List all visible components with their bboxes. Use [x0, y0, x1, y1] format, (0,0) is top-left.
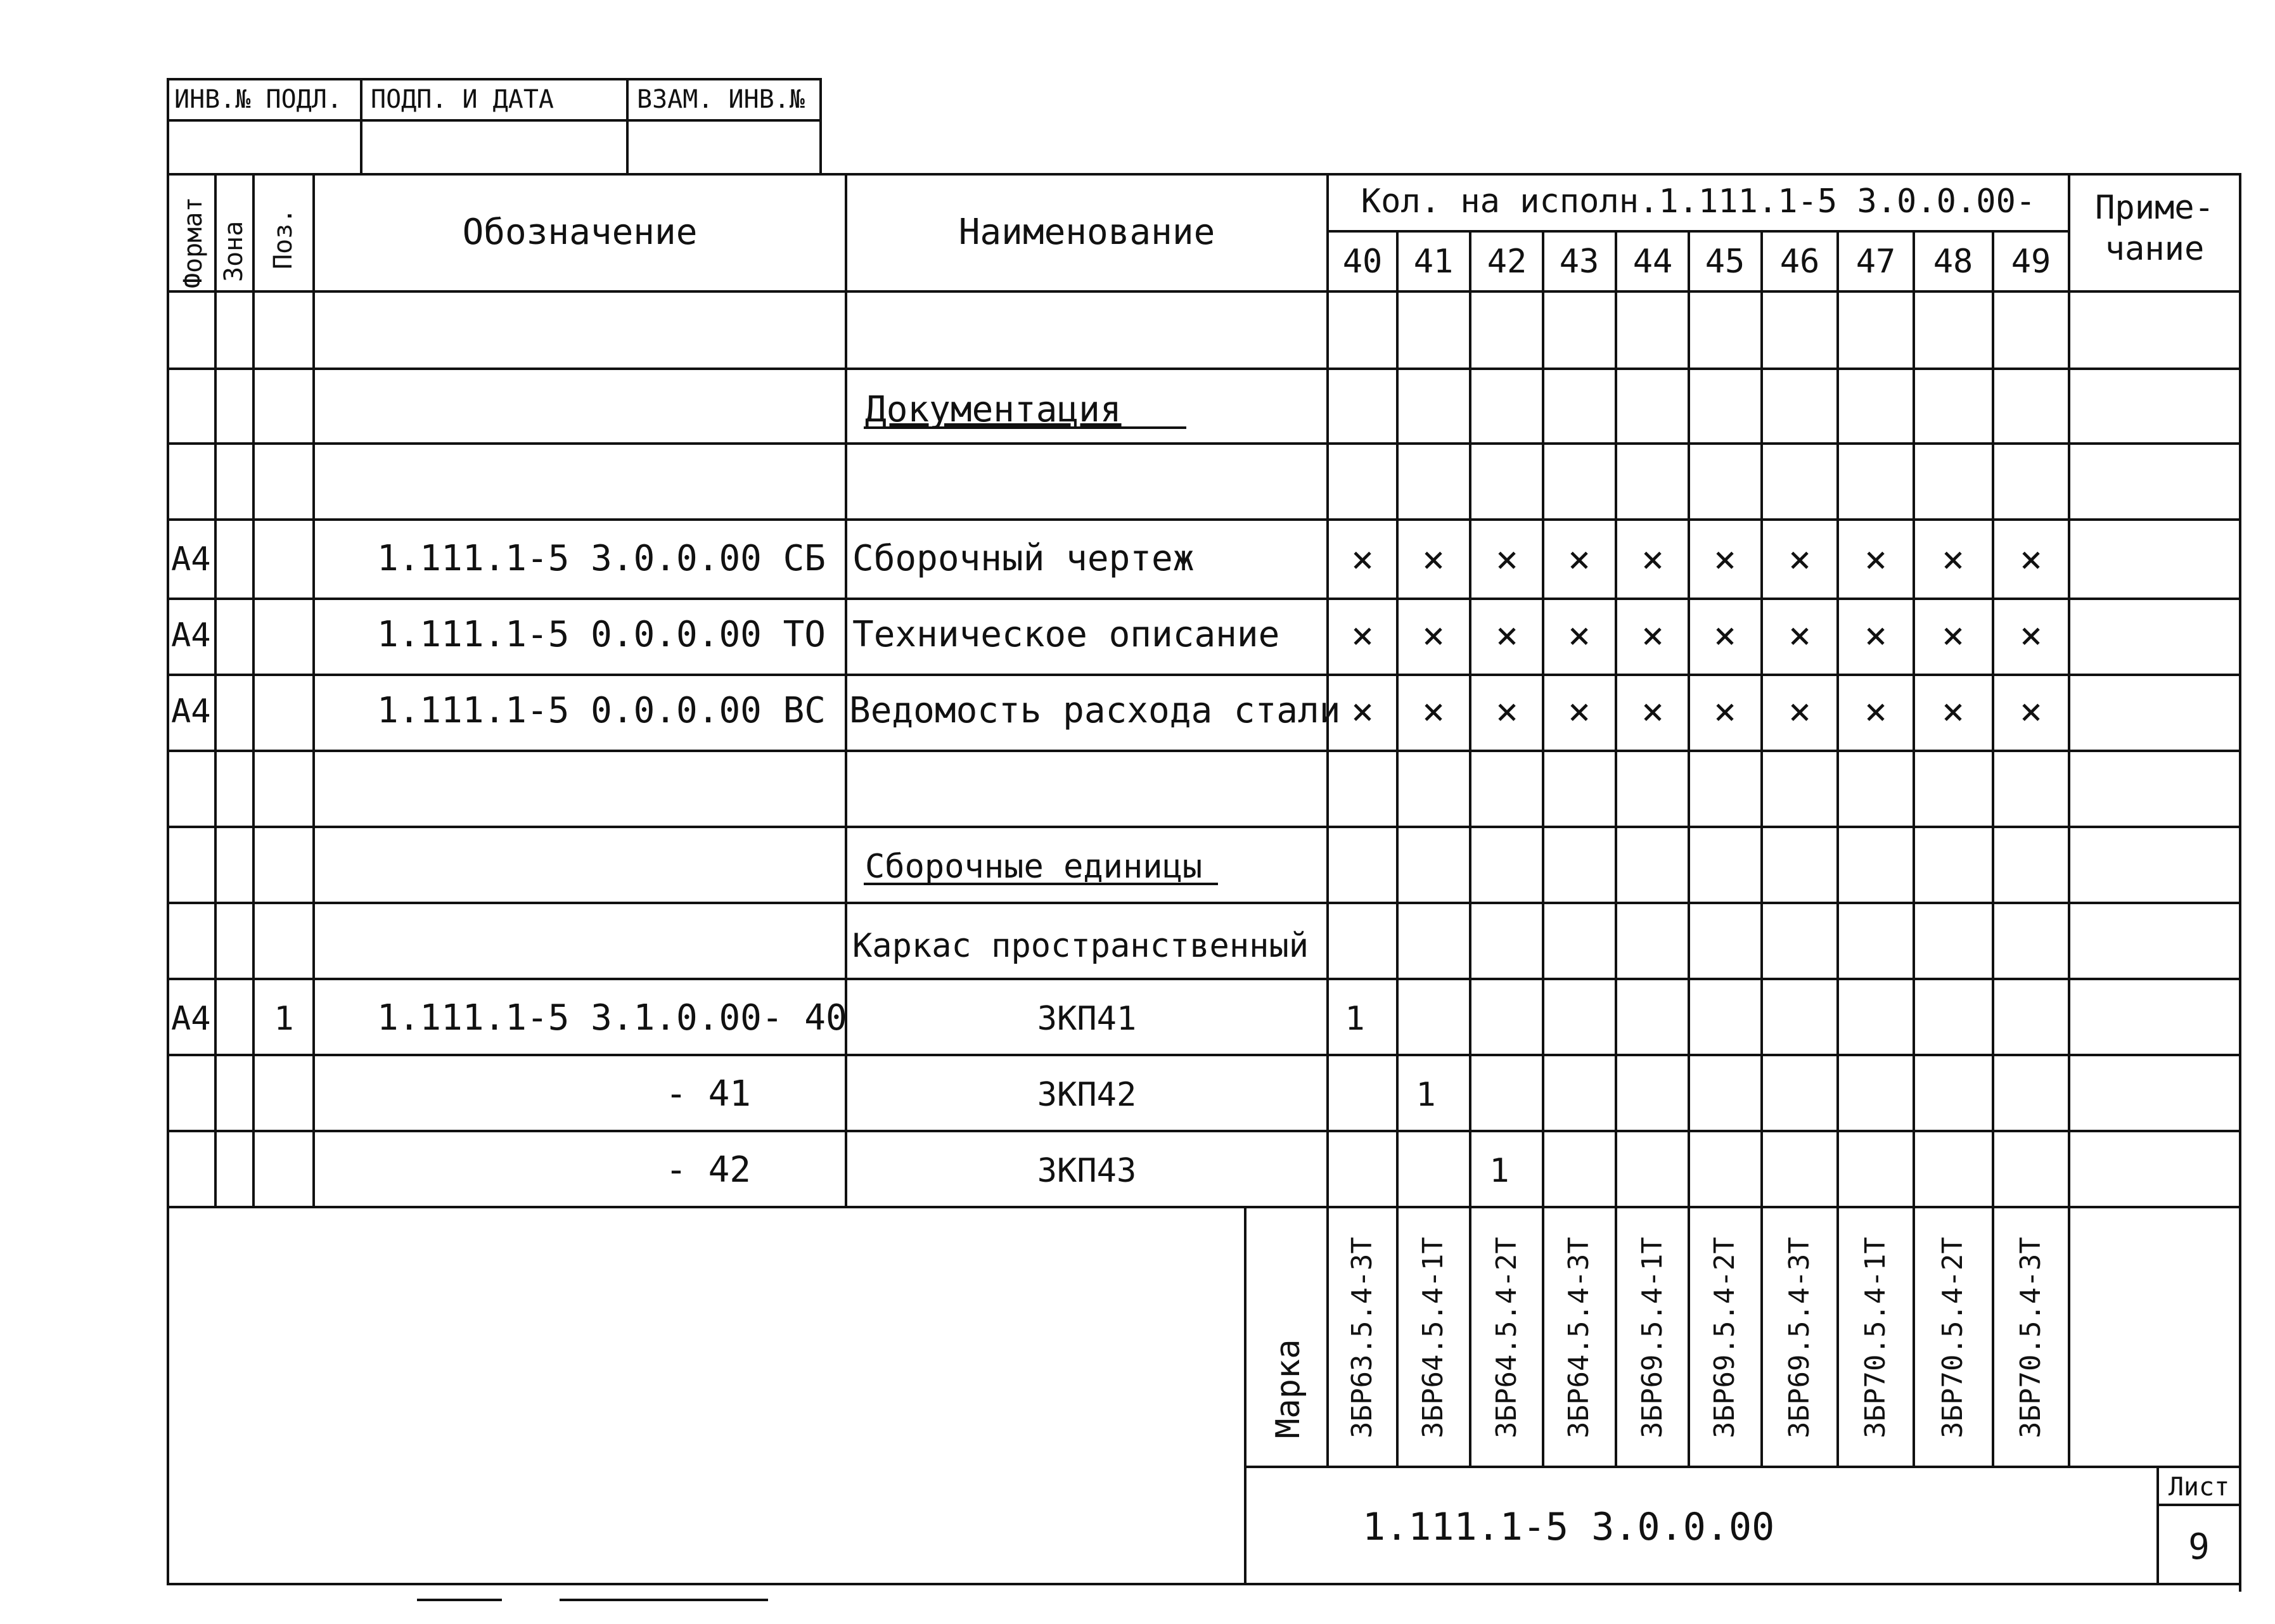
variant-header: 41 [1413, 243, 1454, 281]
header-naimenovanie: Наименование [958, 212, 1215, 253]
cross-mark: × [1641, 613, 1665, 658]
part-naimenovanie: 3КП42 [1037, 1076, 1137, 1114]
cross-mark: × [1864, 613, 1888, 658]
stamp-podp-data: ПОДП. И ДАТА [371, 85, 554, 114]
part-row [665, 1149, 1136, 1191]
variant-header: 42 [1487, 243, 1527, 281]
doc-row [171, 614, 1279, 655]
header-primechanie-1: Приме- [2095, 189, 2214, 227]
cross-mark: × [1350, 537, 1375, 582]
cross-mark: × [1713, 689, 1737, 734]
cross-mark: × [2019, 689, 2043, 734]
cross-mark: × [1421, 537, 1445, 582]
cross-mark: × [1941, 689, 1965, 734]
cross-marks [1351, 537, 2042, 734]
cross-mark: × [1495, 537, 1519, 582]
stamp-box [168, 79, 821, 174]
cross-mark: × [1567, 613, 1591, 658]
cross-mark: × [1421, 689, 1445, 734]
spec-table-grid [168, 174, 2240, 1590]
quantity-cell: 1 [1489, 1152, 1509, 1190]
row-oboznachenie: 1.111.1-5 0.0.0.00 ТО [377, 614, 826, 655]
doc-row [171, 690, 1340, 731]
cross-mark: × [1788, 537, 1812, 582]
row-format: А4 [171, 540, 211, 579]
row-format: А4 [171, 617, 211, 655]
marka-value: 3БР69.5.4-2Т [1708, 1237, 1741, 1438]
row-naimenovanie: Техническое описание [852, 614, 1280, 655]
header-primechanie-2: чание [2105, 230, 2205, 268]
marka-value: 3БР64.5.4-1Т [1417, 1237, 1449, 1438]
quantity-cell: 1 [1416, 1076, 1436, 1114]
doc-row [171, 538, 1194, 579]
variant-header: 40 [1342, 243, 1383, 281]
title-designation: 1.111.1-5 3.0.0.00 [1362, 1505, 1775, 1549]
marka-value: 3БР69.5.4-3Т [1783, 1237, 1816, 1438]
cross-mark: × [1350, 613, 1375, 658]
quantity-cell: 1 [1345, 1000, 1365, 1038]
marka-value: 3БР64.5.4-2Т [1490, 1237, 1523, 1438]
header-zona: Зона [219, 221, 248, 282]
cross-mark: × [1567, 689, 1591, 734]
cross-mark: × [1788, 689, 1812, 734]
row-oboznachenie: 1.111.1-5 0.0.0.00 ВС [377, 690, 826, 731]
part-oboznachenie: - 41 [665, 1073, 751, 1115]
cross-mark: × [1864, 689, 1888, 734]
cross-mark: × [1713, 537, 1737, 582]
cross-mark: × [1421, 613, 1445, 658]
header-poz: Поз. [269, 208, 298, 269]
cross-mark: × [1350, 689, 1375, 734]
marka-value: 3БР70.5.4-3Т [2015, 1237, 2047, 1438]
section-documentation: Документация [865, 389, 1122, 430]
variant-header: 45 [1705, 243, 1745, 281]
part-format: А4 [171, 1000, 211, 1038]
row-oboznachenie: 1.111.1-5 3.0.0.00 СБ [377, 538, 826, 579]
cross-mark: × [1495, 689, 1519, 734]
variant-header: 47 [1855, 243, 1896, 281]
marka-values [1346, 1237, 2047, 1438]
part-oboznachenie: - 42 [665, 1149, 751, 1191]
variant-headers [1343, 243, 2051, 281]
marka-label: Марка [1269, 1339, 1307, 1438]
part-oboznachenie: 1.111.1-5 3.1.0.00- 40 [377, 997, 847, 1039]
cross-mark: × [1941, 613, 1965, 658]
part-row [171, 997, 1136, 1039]
cross-mark: × [1641, 689, 1665, 734]
variant-header: 44 [1632, 243, 1673, 281]
header-oboznachenie: Обозначение [462, 212, 698, 253]
stamp-inv-podl: ИНВ.№ ПОДЛ. [174, 85, 342, 114]
variant-header: 48 [1933, 243, 1973, 281]
cross-mark: × [1567, 537, 1591, 582]
part-poz: 1 [274, 1000, 294, 1038]
row-format: А4 [171, 693, 211, 731]
part-naimenovanie: 3КП41 [1037, 1000, 1137, 1038]
variant-header: 46 [1779, 243, 1820, 281]
variant-header: 43 [1559, 243, 1599, 281]
row-naimenovanie: Ведомость расхода стали [849, 690, 1341, 731]
karkas-title: Каркас пространственный [852, 927, 1309, 965]
cross-mark: × [1941, 537, 1965, 582]
cross-mark: × [1713, 613, 1737, 658]
cross-mark: × [2019, 537, 2043, 582]
sheet-number: 9 [2188, 1526, 2210, 1568]
marka-value: 3БР70.5.4-1Т [1859, 1237, 1892, 1438]
part-naimenovanie: 3КП43 [1037, 1152, 1137, 1190]
sheet-label: Лист [2168, 1473, 2230, 1502]
cross-mark: × [1864, 537, 1888, 582]
part-row [665, 1073, 1136, 1115]
header-kol-na-ispoln: Кол. на исполн.1.111.1-5 3.0.0.00- [1361, 182, 2036, 221]
cross-mark: × [1641, 537, 1665, 582]
section-assembly-units: Сборочные единицы [865, 848, 1203, 886]
marka-value: 3БР63.5.4-3Т [1346, 1237, 1378, 1438]
row-naimenovanie: Сборочный чертеж [852, 538, 1195, 579]
stamp-vzam-inv: ВЗАМ. ИНВ.№ [637, 85, 805, 114]
marka-value: 3БР70.5.4-2Т [1937, 1237, 1969, 1438]
marka-value: 3БР64.5.4-3Т [1563, 1237, 1595, 1438]
cross-mark: × [1788, 613, 1812, 658]
cross-mark: × [2019, 613, 2043, 658]
marka-value: 3БР69.5.4-1Т [1636, 1237, 1669, 1438]
part-quantities [1345, 1000, 1509, 1190]
cross-mark: × [1495, 613, 1519, 658]
header-format: Формат [179, 196, 208, 288]
variant-header: 49 [2011, 243, 2051, 281]
